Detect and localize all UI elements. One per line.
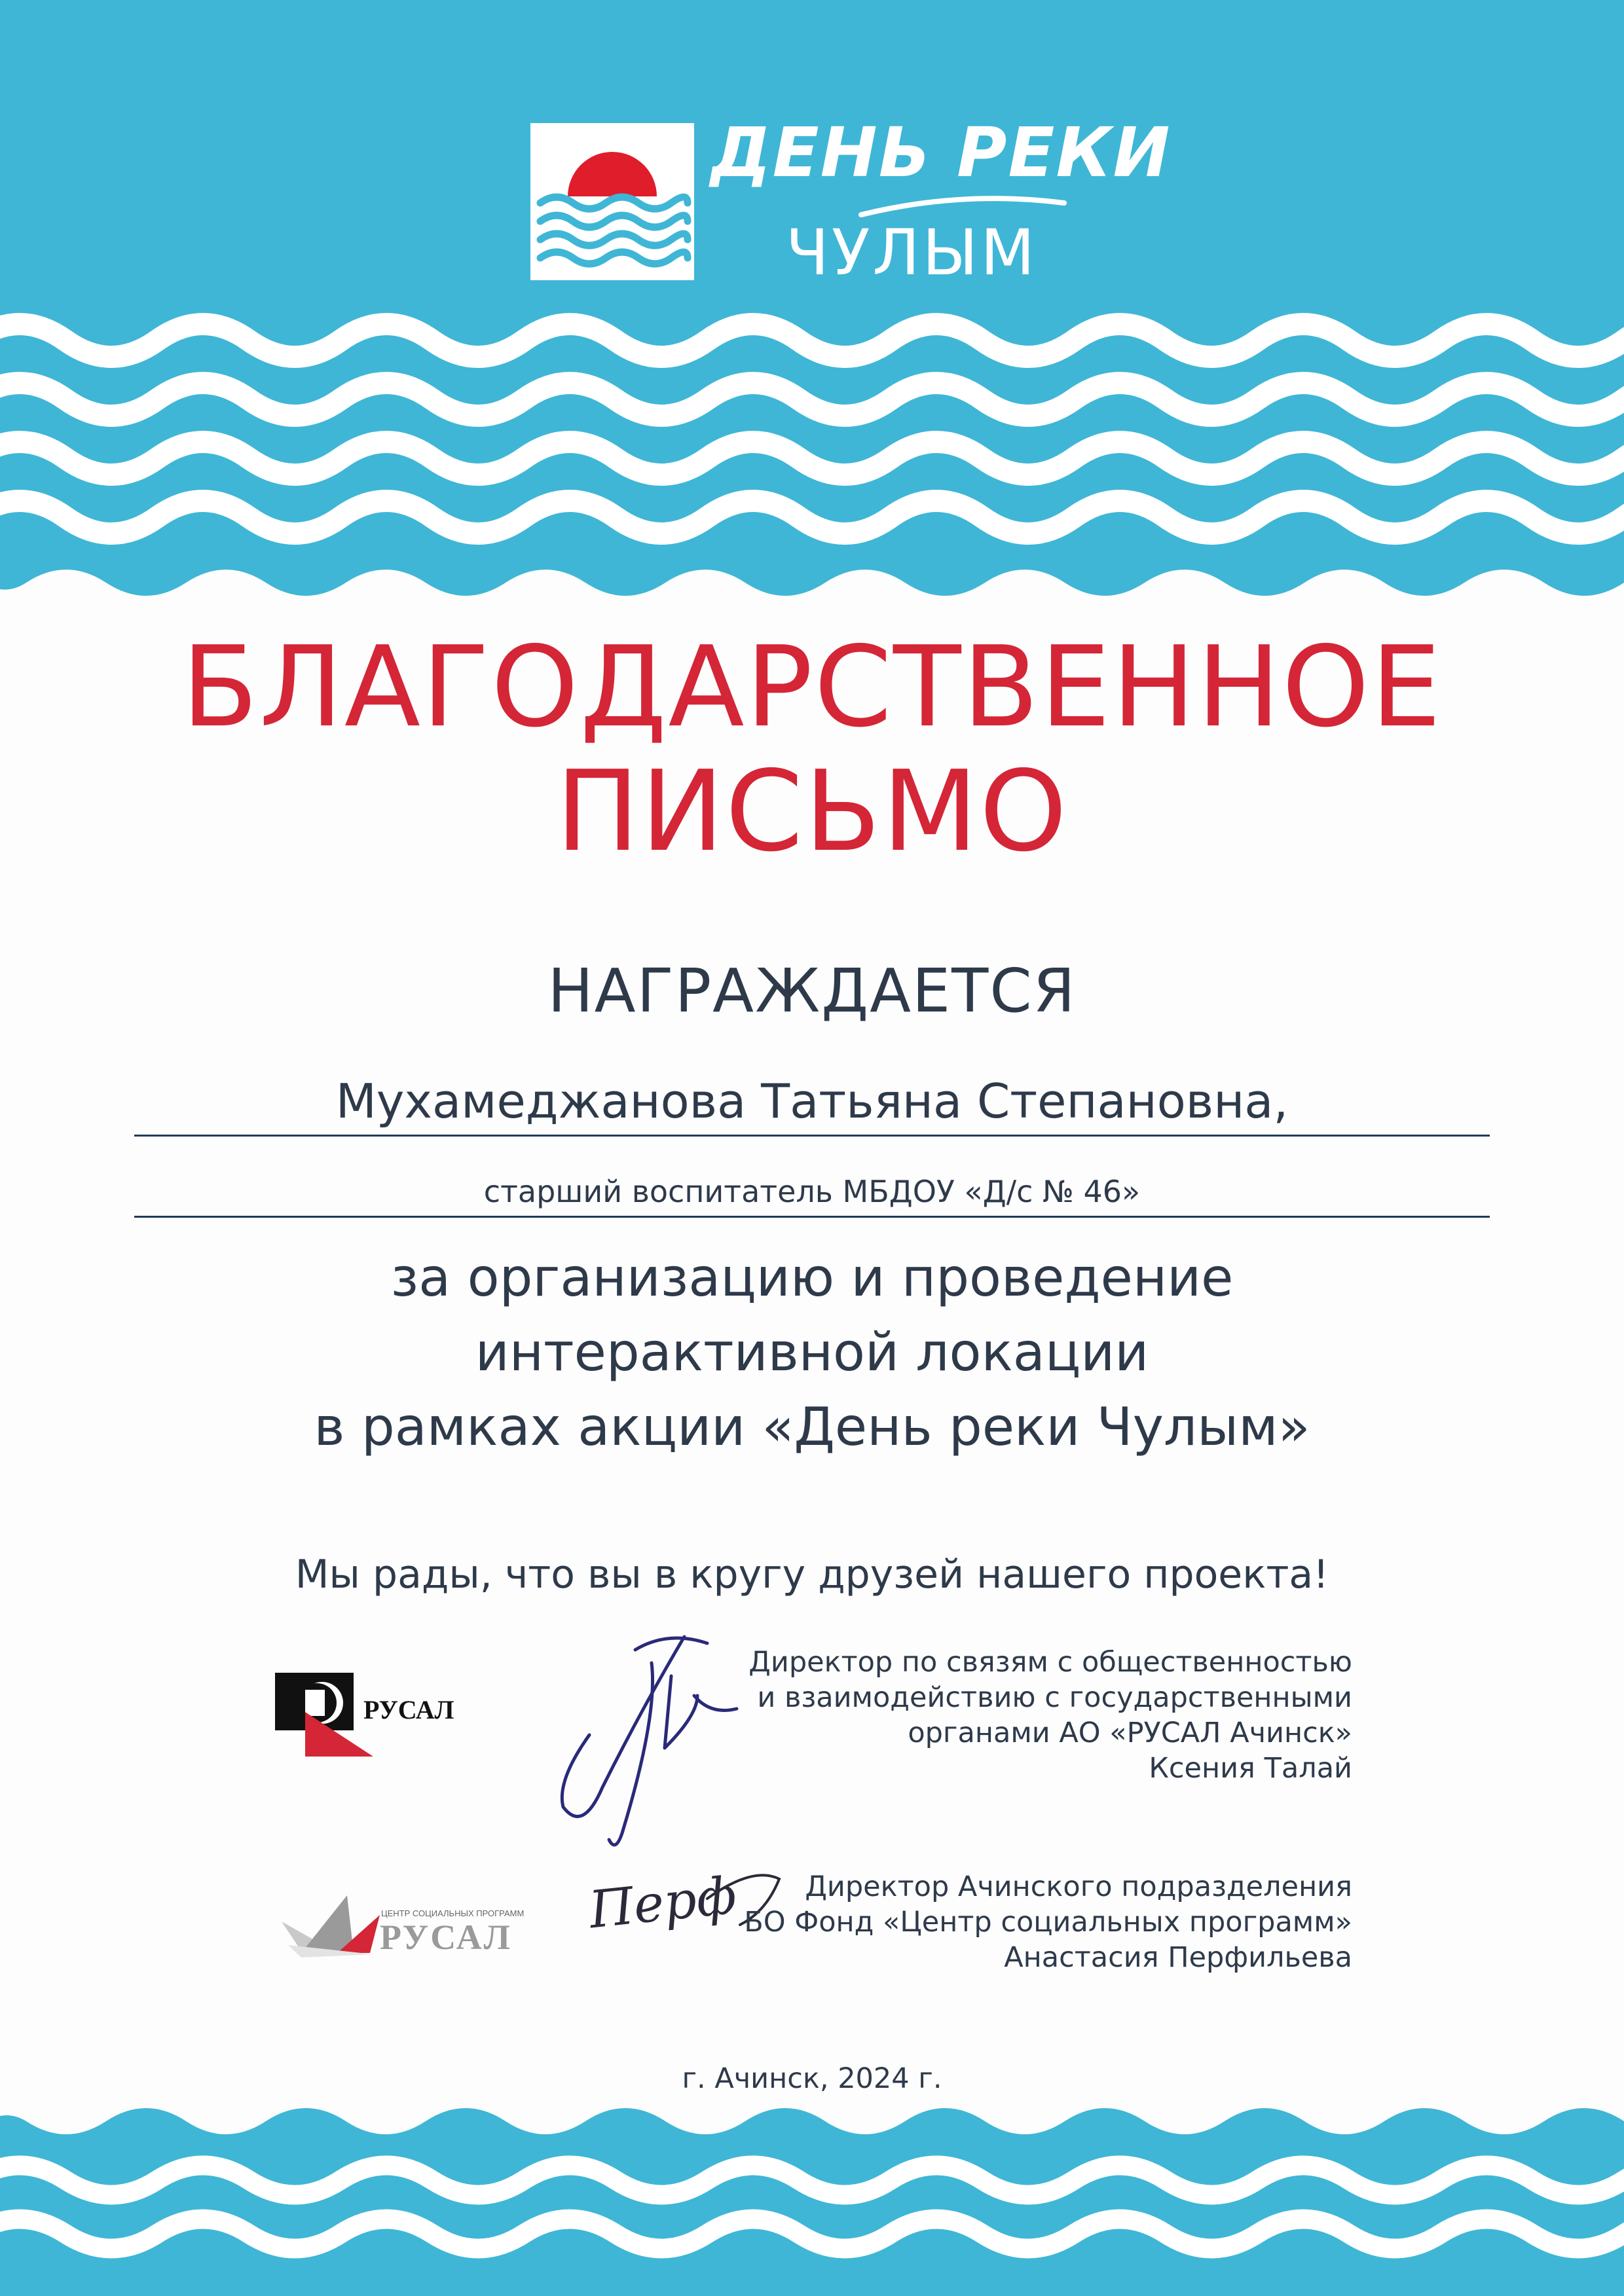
reason-line-1: за организацию и проведение: [390, 1247, 1234, 1308]
signer-2-line-2: БО Фонд «Центр социальных программ»: [744, 1906, 1352, 1939]
title-line-2: ПИСЬМО: [555, 747, 1069, 877]
brand-title: ДЕНЬ РЕКИ: [710, 113, 1172, 192]
thanks-message: Мы рады, что вы в кругу друзей нашего проекта!: [295, 1552, 1329, 1597]
brand-river-name: ЧУЛЫМ: [786, 216, 1038, 289]
top-wave-band: [0, 0, 1624, 615]
signer-2-line-1: Директор Ачинского подразделения: [805, 1870, 1352, 1903]
rusal-social-programs-logo-icon: [275, 1882, 537, 1974]
signer-1-line-2: и взаимодействию с государственными: [757, 1681, 1352, 1714]
signer-1-line-1: Директор по связям с общественностью: [748, 1646, 1352, 1679]
award-reason: [0, 1241, 1624, 1465]
rusal-logo-icon: [275, 1673, 485, 1764]
rusal-logo-2-small-text: ЦЕНТР СОЦИАЛЬНЫХ ПРОГРАММ: [381, 1908, 525, 1918]
signature-2-text: Перф: [586, 1866, 739, 1941]
signer-1-block: [748, 1645, 1352, 1786]
rusal-logo-1-text: РУСАЛ: [363, 1695, 454, 1724]
signer-2-name: Анастасия Перфильева: [1004, 1941, 1352, 1974]
awarded-label: НАГРАЖДАЕТСЯ: [547, 956, 1077, 1026]
name-underline: [134, 1135, 1490, 1137]
recipient-name: Мухамеджанова Татьяна Степановна,: [335, 1074, 1289, 1129]
reason-line-2: интерактивной локации: [475, 1322, 1149, 1383]
title-line-1: БЛАГОДАРСТВЕННОЕ: [181, 623, 1443, 752]
city-date: г. Ачинск, 2024 г.: [682, 2062, 942, 2095]
river-day-logo-icon: [530, 123, 694, 280]
bottom-wave-band: [0, 2082, 1624, 2296]
reason-line-3: в рамках акции «День реки Чулым»: [314, 1396, 1310, 1457]
signature-1-icon: [537, 1624, 747, 1859]
signer-1-line-3: органами АО «РУСАЛ Ачинск»: [908, 1717, 1352, 1749]
signer-2-block: [744, 1869, 1352, 1975]
document-title: [0, 623, 1624, 877]
position-underline: [134, 1216, 1490, 1218]
signer-1-name: Ксения Талай: [1149, 1752, 1352, 1785]
rusal-logo-2-text: РУСАЛ: [380, 1918, 512, 1957]
recipient-position: старший воспитатель МБДОУ «Д/с № 46»: [483, 1174, 1141, 1209]
